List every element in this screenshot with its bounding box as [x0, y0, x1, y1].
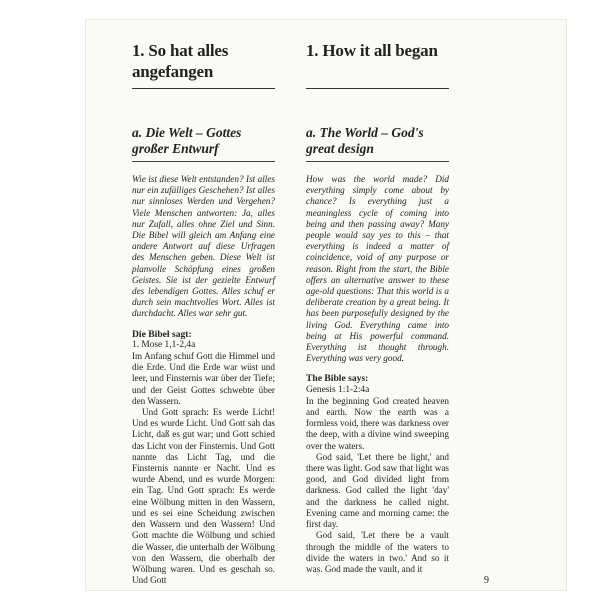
scripture-paragraph-english: God said, 'Let there be light,' and there was light. God saw that light was good, and God divided light from darkness. God called the light 'day' and the darkness he called night. Evening came and morning came: the first day.	[306, 451, 449, 530]
intro-english: How was the world made? Did everything simply come about by chance? Is everything just a meaningless cycle of coming into being and then passing away? Many people would say yes to this – that everything is indeed a matter of coincidence, void of any purpose or reason. Right from the start, the Bible offers an alternative answer to these age-old questions: That this world is a deliberate creation by a great being. It has been purposefully designed by the living God. Everything came into being at His powerful command. Everything ist thought through. Everything was very good.	[306, 174, 449, 364]
section-title-german: a. Die Welt – Gottes großer Entwurf	[132, 125, 275, 162]
bible-heading-english: The Bible says:	[306, 373, 369, 385]
bible-heading-german: Die Bibel sagt:	[132, 328, 192, 340]
section-title-english: a. The World – God's great design	[306, 125, 449, 162]
reference-german: 1. Mose 1,1-2,4a	[132, 339, 196, 350]
reference-english: Genesis 1:1-2:4a	[306, 384, 370, 395]
scripture-paragraph-german: Im Anfang schuf Gott die Himmel und die Erde. Und die Erde war wüst und leer, und Finsternis war über der Tiefe; und der Geist Gottes schwebte über den Wassern.	[132, 351, 275, 406]
scripture-paragraph-german: Und Gott sprach: Es werde Licht! Und es wurde Licht. Und Gott sah das Licht, daß es gut war; und Gott schied das Licht von der Finsternis. Und Gott nannte das Licht Tag, und die Finsternis nannte er Nacht. Und es wurde Abend, und es wurde Morgen: ein Tag. Und Gott sprach: Es werde eine Wölbung mitten in den Wassern, und es sei eine Scheidung zwischen den Wassern und den Wassern! Und Gott machte die Wölbung und schied die Wasser, die unterhalb der Wölbung von den Wassern, die oberhalb der Wölbung waren. Und es geschah so. Und Gott	[132, 407, 275, 586]
book-page	[86, 20, 566, 590]
chapter-title-english: 1. How it all began	[306, 40, 449, 89]
scripture-paragraph-english: In the beginning God created heaven and earth. Now the earth was a formless void, there was darkness over the deep, with a divine wind sweeping over the waters.	[306, 395, 449, 451]
intro-german: Wie ist diese Welt entstanden? Ist alles nur ein zufälliges Geschehen? Ist alles nur sinnloses Werden und Vergehen? Viele Menschen antworten: Ja, alles nur Zufall, alles ohne Ziel und Sinn. Die Bibel will gleich am Anfang eine andere Antwort auf diese Urfragen des Menschen geben. Diese Welt ist planvolle Schöpfung eines großen Geistes. Sie ist der gezielte Entwurf des lebendigen Gottes. Alles schuf er durch sein machtvolles Wort. Alles ist durchdacht. Alles war sehr gut.	[132, 174, 275, 319]
chapter-title-german: 1. So hat alles angefangen	[132, 40, 275, 89]
german-column	[132, 40, 275, 586]
page-number: 9	[484, 575, 489, 586]
scripture-paragraph-english: God said, 'Let there be a vault through the middle of the waters to divide the waters in two.' And so it was. God made the vault, and it	[306, 530, 449, 574]
english-column	[306, 40, 449, 575]
